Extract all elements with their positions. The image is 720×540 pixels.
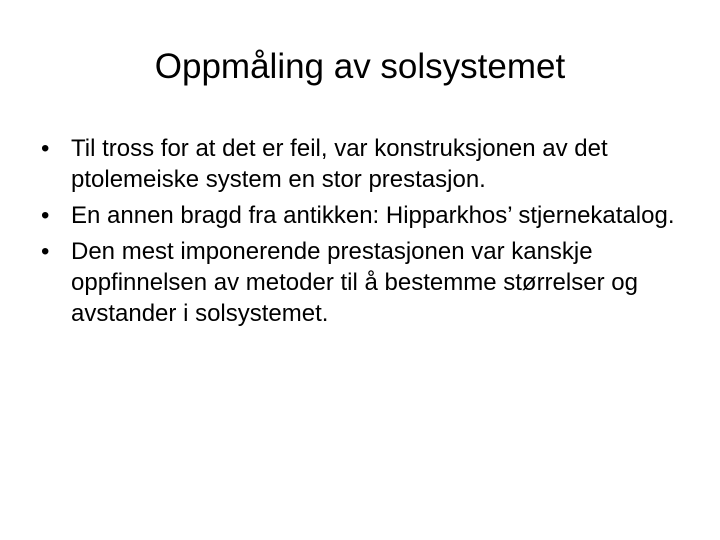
slide-title: Oppmåling av solsystemet xyxy=(154,47,566,86)
list-item xyxy=(36,236,686,329)
list-item xyxy=(36,200,686,231)
list-item xyxy=(36,133,686,195)
bullet-icon: • xyxy=(41,238,50,265)
bullet-text: En annen bragd fra antikken: Hipparkhos’ stjernekatalog. xyxy=(71,202,675,229)
bullet-text: Til tross for at det er feil, var konstruksjonen av det ptolemeiske system en stor prestasjon. xyxy=(71,135,608,193)
bullet-icon: • xyxy=(41,202,50,229)
bullet-icon: • xyxy=(41,135,50,162)
bullet-text: Den mest imponerende prestasjonen var kanskje oppfinnelsen av metoder til å bestemme størrelser og avstander i solsystemet. xyxy=(71,238,638,327)
bullet-list xyxy=(36,133,686,334)
